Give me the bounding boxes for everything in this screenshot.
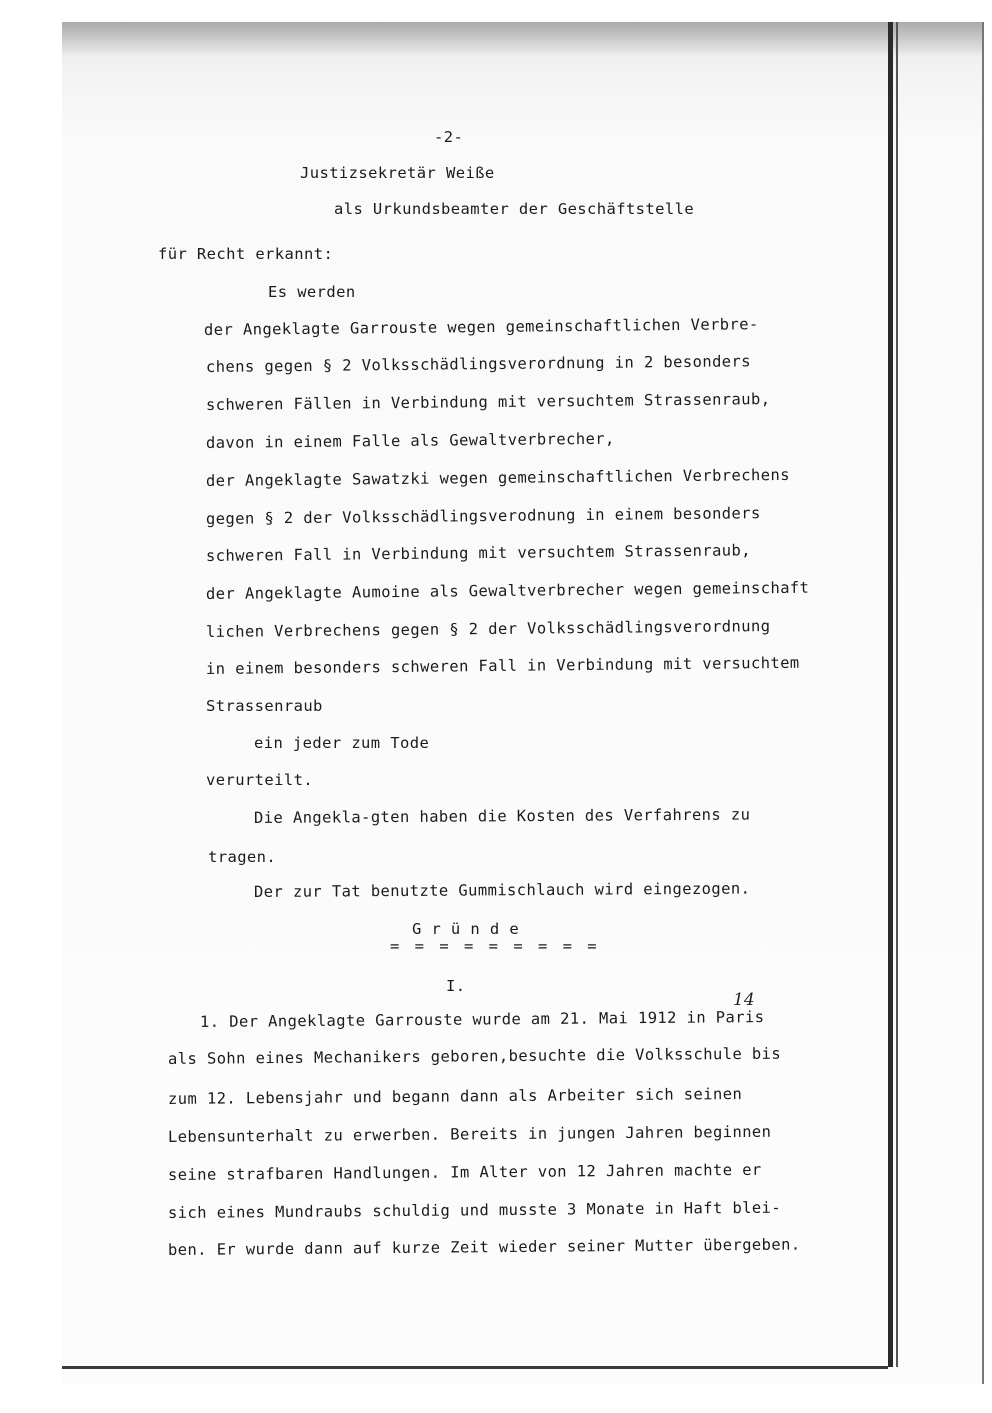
page-number: -2-: [434, 128, 464, 146]
text-line: Es werden: [268, 283, 356, 301]
text-line: davon in einem Falle als Gewaltverbrecher,: [205, 429, 615, 452]
text-line: lichen Verbrechens gegen § 2 der Volksschädlingsverordnung: [205, 617, 771, 641]
text-line: der Angeklagte Garrouste wegen gemeinschaftlichen Verbre-: [203, 315, 759, 339]
page-edge-inner: [896, 22, 898, 1367]
text-line: Lebensunterhalt zu erwerben. Bereits in jungen Jahren beginnen: [167, 1122, 772, 1146]
text-line: in einem besonders schweren Fall in Verbindung mit versuchtem: [205, 653, 800, 678]
page-edge: [888, 22, 893, 1367]
text-line: Die Angekla-gten haben die Kosten des Verfahrens zu: [253, 805, 751, 827]
text-line: der Angeklagte Aumoine als Gewaltverbrecher wegen gemeinschaft: [205, 578, 810, 603]
heading-underline: = = = = = = = = =: [390, 937, 600, 955]
text-line: 1. Der Angeklagte Garrouste wurde am 21. Mai 1912 in Paris: [199, 1008, 765, 1031]
text-line: der Angeklagte Sawatzki wegen gemeinschaftlichen Verbrechens: [205, 465, 790, 490]
text-line: zum 12. Lebensjahr und begann dann als Arbeiter sich seinen: [167, 1084, 743, 1108]
text-line: sich eines Mundraubs schuldig und musste 3 Monate in Haft blei-: [167, 1198, 782, 1222]
text-line: ein jeder zum Tode: [254, 734, 430, 752]
text-line: tragen.: [208, 848, 277, 866]
section-number: I.: [446, 977, 466, 995]
clerk-role: als Urkundsbeamter der Geschäftstelle: [334, 200, 695, 218]
text-line: schweren Fall in Verbindung mit versuchtem Strassenraub,: [205, 541, 752, 565]
clerk-name: Justizsekretär Weiße: [300, 164, 495, 182]
next-page-edge: [982, 22, 984, 1384]
text-line: als Sohn eines Mechanikers geboren,besuchte die Volksschule bis: [167, 1044, 782, 1068]
page-bottom-edge: [62, 1366, 888, 1369]
scan-top-shadow: [62, 22, 984, 56]
text-line: seine strafbaren Handlungen. Im Alter von 12 Jahren machte er: [167, 1160, 762, 1184]
text-line: Strassenraub: [206, 697, 323, 715]
text-line: chens gegen § 2 Volksschädlingsverordnung in 2 besonders: [205, 352, 752, 376]
text-line: verurteilt.: [206, 771, 314, 789]
text-line: gegen § 2 der Volksschädlingsverodnung in einem besonders: [205, 504, 761, 528]
text-line: ben. Er wurde dann auf kurze Zeit wieder seiner Mutter übergeben.: [167, 1235, 801, 1259]
text-line: schweren Fällen in Verbindung mit versuchtem Strassenraub,: [205, 390, 771, 414]
section-heading: G r ü n d e: [412, 920, 520, 938]
verdict-heading: für Recht erkannt:: [158, 245, 334, 263]
text-line: Der zur Tat benutzte Gummischlauch wird eingezogen.: [253, 879, 751, 901]
handwritten-correction: 14: [733, 990, 755, 1010]
